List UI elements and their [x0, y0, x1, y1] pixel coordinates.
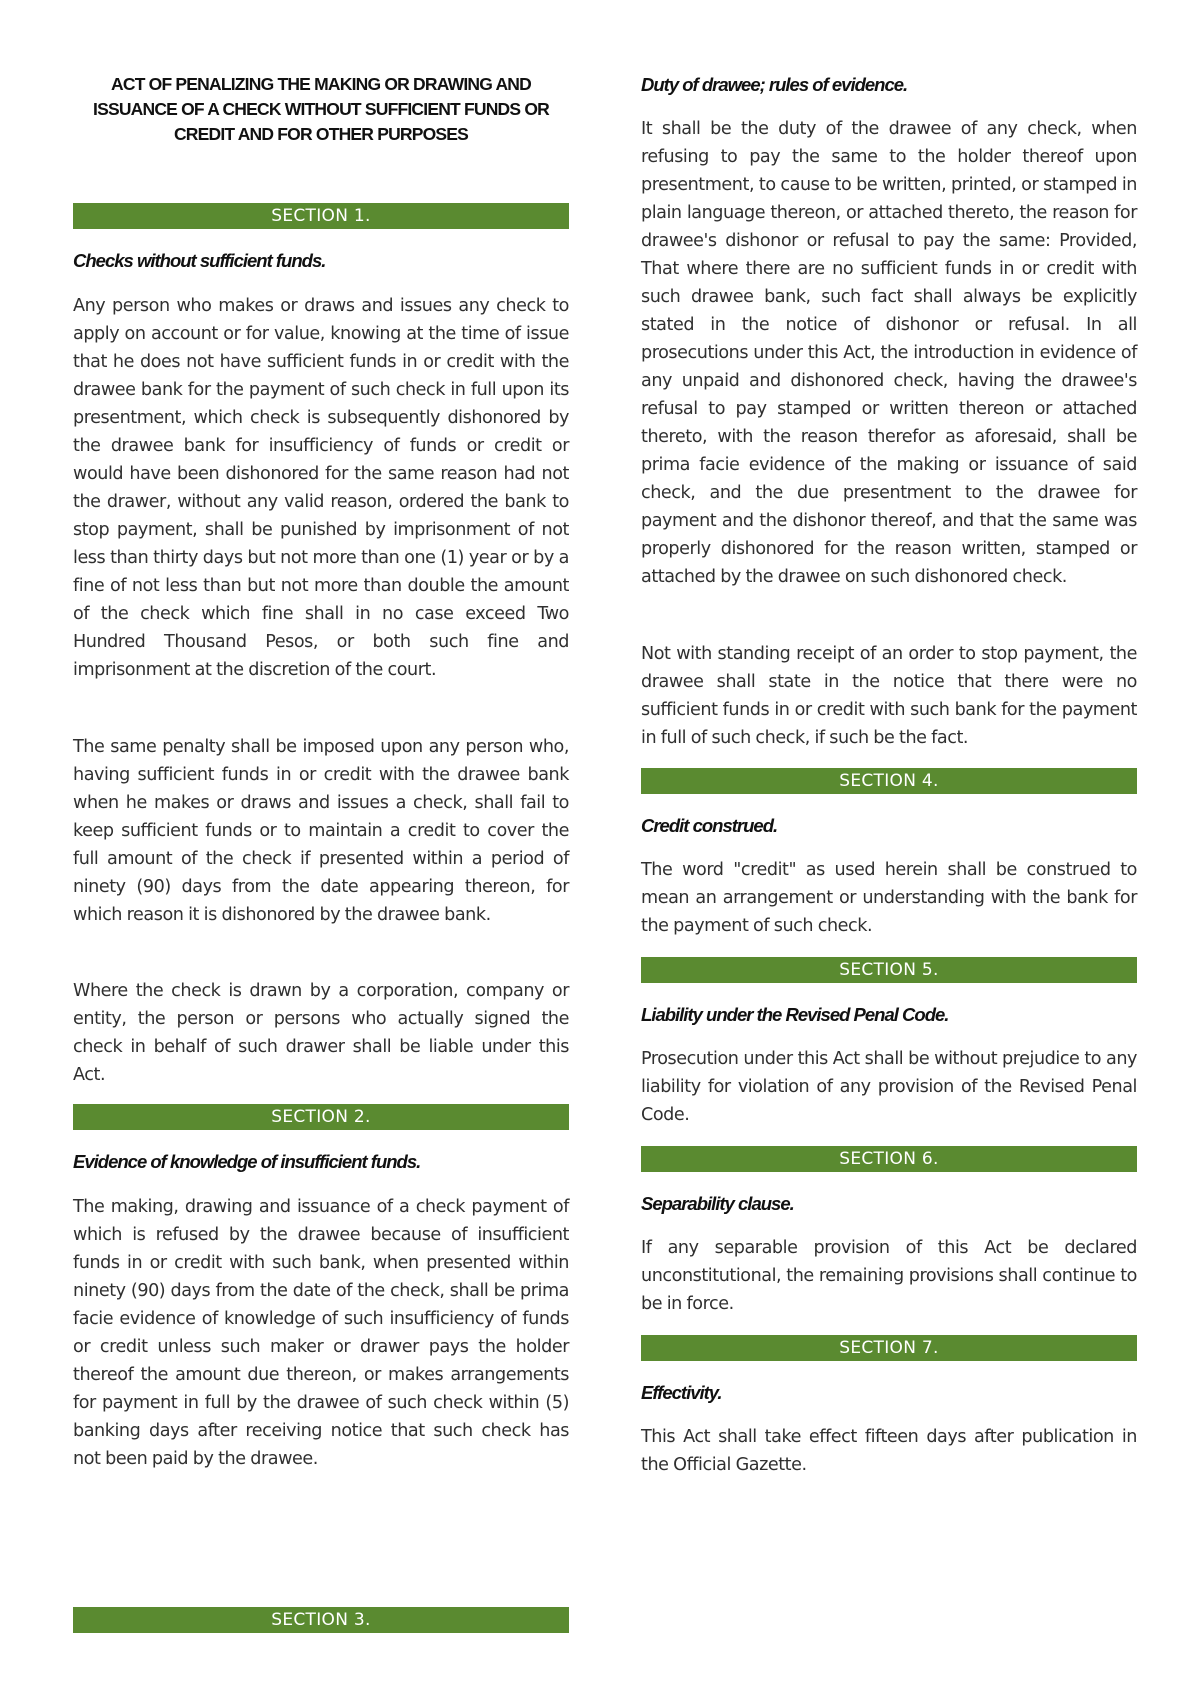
section-6-paragraph-1: If any separable provision of this Act be declared unconstitutional, the remaining provisions shall continue to be in force.	[641, 1238, 1137, 1314]
section-5-heading: Liability under the Revised Penal Code.	[641, 1004, 949, 1025]
section-1-heading: Checks without sufficient funds.	[73, 250, 326, 271]
section-3-heading: Duty of drawee; rules of evidence.	[641, 74, 908, 95]
section-3-bar: SECTION 3.	[73, 1607, 569, 1633]
section-2-bar: SECTION 2.	[73, 1104, 569, 1130]
section-5-paragraph-1: Prosecution under this Act shall be without prejudice to any liability for violation of any provision of the Revised Penal Code.	[641, 1049, 1137, 1125]
section-7-heading: Effectivity.	[641, 1382, 722, 1403]
section-7-paragraph-1: This Act shall take effect fifteen days after publication in the Official Gazette.	[641, 1427, 1137, 1475]
document-title: ACT OF PENALIZING THE MAKING OR DRAWING AND ISSUANCE OF A CHECK WITHOUT SUFFICIENT FUNDS OR CREDIT AND FOR OTHER PURPOSES	[93, 74, 549, 144]
section-1-paragraph-1: Any person who makes or draws and issues any check to apply on account or for value, knowing at the time of issue that he does not have sufficient funds in or credit with the drawee bank for the payment of such check in full upon its presentment, which check is subsequently dishonored by the drawee bank for insufficiency of funds or credit or would have been dishonored for the same reason had not the drawer, without any valid reason, ordered the bank to stop payment, shall be punished by imprisonment of not less than thirty days but not more than one (1) year or by a fine of not less than but not more than double the amount of the check which fine shall in no case exceed Two Hundred Thousand Pesos, or both such fine and imprisonment at the discretion of the court.	[73, 296, 569, 680]
section-4-heading: Credit construed.	[641, 815, 778, 836]
section-4-bar: SECTION 4.	[641, 768, 1137, 794]
section-1-bar: SECTION 1.	[73, 203, 569, 229]
section-3-paragraph-1: It shall be the duty of the drawee of any check, when refusing to pay the same to the holder thereof upon presentment, to cause to be written, printed, or stamped in plain language thereon, or attached thereto, the reason for drawee's dishonor or refusal to pay the same: Provided, That where there are no sufficient funds in or credit with such drawee bank, such fact shall always be explicitly stated in the notice of dishonor or refusal. In all prosecutions under this Act, the introduction in evidence of any unpaid and dishonored check, having the drawee's refusal to pay stamped or written thereon or attached thereto, with the reason therefor as aforesaid, shall be prima facie evidence of the making or issuance of said check, and the due presentment to the drawee for payment and the dishonor thereof, and that the same was properly dishonored for the reason written, stamped or attached by the drawee on such dishonored check.	[641, 119, 1137, 587]
section-7-bar: SECTION 7.	[641, 1335, 1137, 1361]
section-6-heading: Separability clause.	[641, 1193, 794, 1214]
section-1-paragraph-3: Where the check is drawn by a corporation, company or entity, the person or persons who actually signed the check in behalf of such drawer shall be liable under this Act.	[73, 981, 569, 1085]
section-4-paragraph-1: The word "credit" as used herein shall be construed to mean an arrangement or understanding with the bank for the payment of such check.	[641, 860, 1137, 936]
section-2-paragraph-1: The making, drawing and issuance of a check payment of which is refused by the drawee because of insufficient funds in or credit with such bank, when presented within ninety (90) days from the date of the check, shall be prima facie evidence of knowledge of such insufficiency of funds or credit unless such maker or drawer pays the holder thereof the amount due thereon, or makes arrangements for payment in full by the drawee of such check within (5) banking days after receiving notice that such check has not been paid by the drawee.	[73, 1197, 569, 1469]
section-1-paragraph-2: The same penalty shall be imposed upon any person who, having sufficient funds in or credit with the drawee bank when he makes or draws and issues a check, shall fail to keep sufficient funds or to maintain a credit to cover the full amount of the check if presented within a period of ninety (90) days from the date appearing thereon, for which reason it is dishonored by the drawee bank.	[73, 737, 569, 925]
section-2-heading: Evidence of knowledge of insufficient funds.	[73, 1151, 421, 1172]
section-3-paragraph-2: Not with standing receipt of an order to stop payment, the drawee shall state in the notice that there were no sufficient funds in or credit with such bank for the payment in full of such check, if such be the fact.	[641, 644, 1137, 748]
section-6-bar: SECTION 6.	[641, 1146, 1137, 1172]
section-5-bar: SECTION 5.	[641, 957, 1137, 983]
